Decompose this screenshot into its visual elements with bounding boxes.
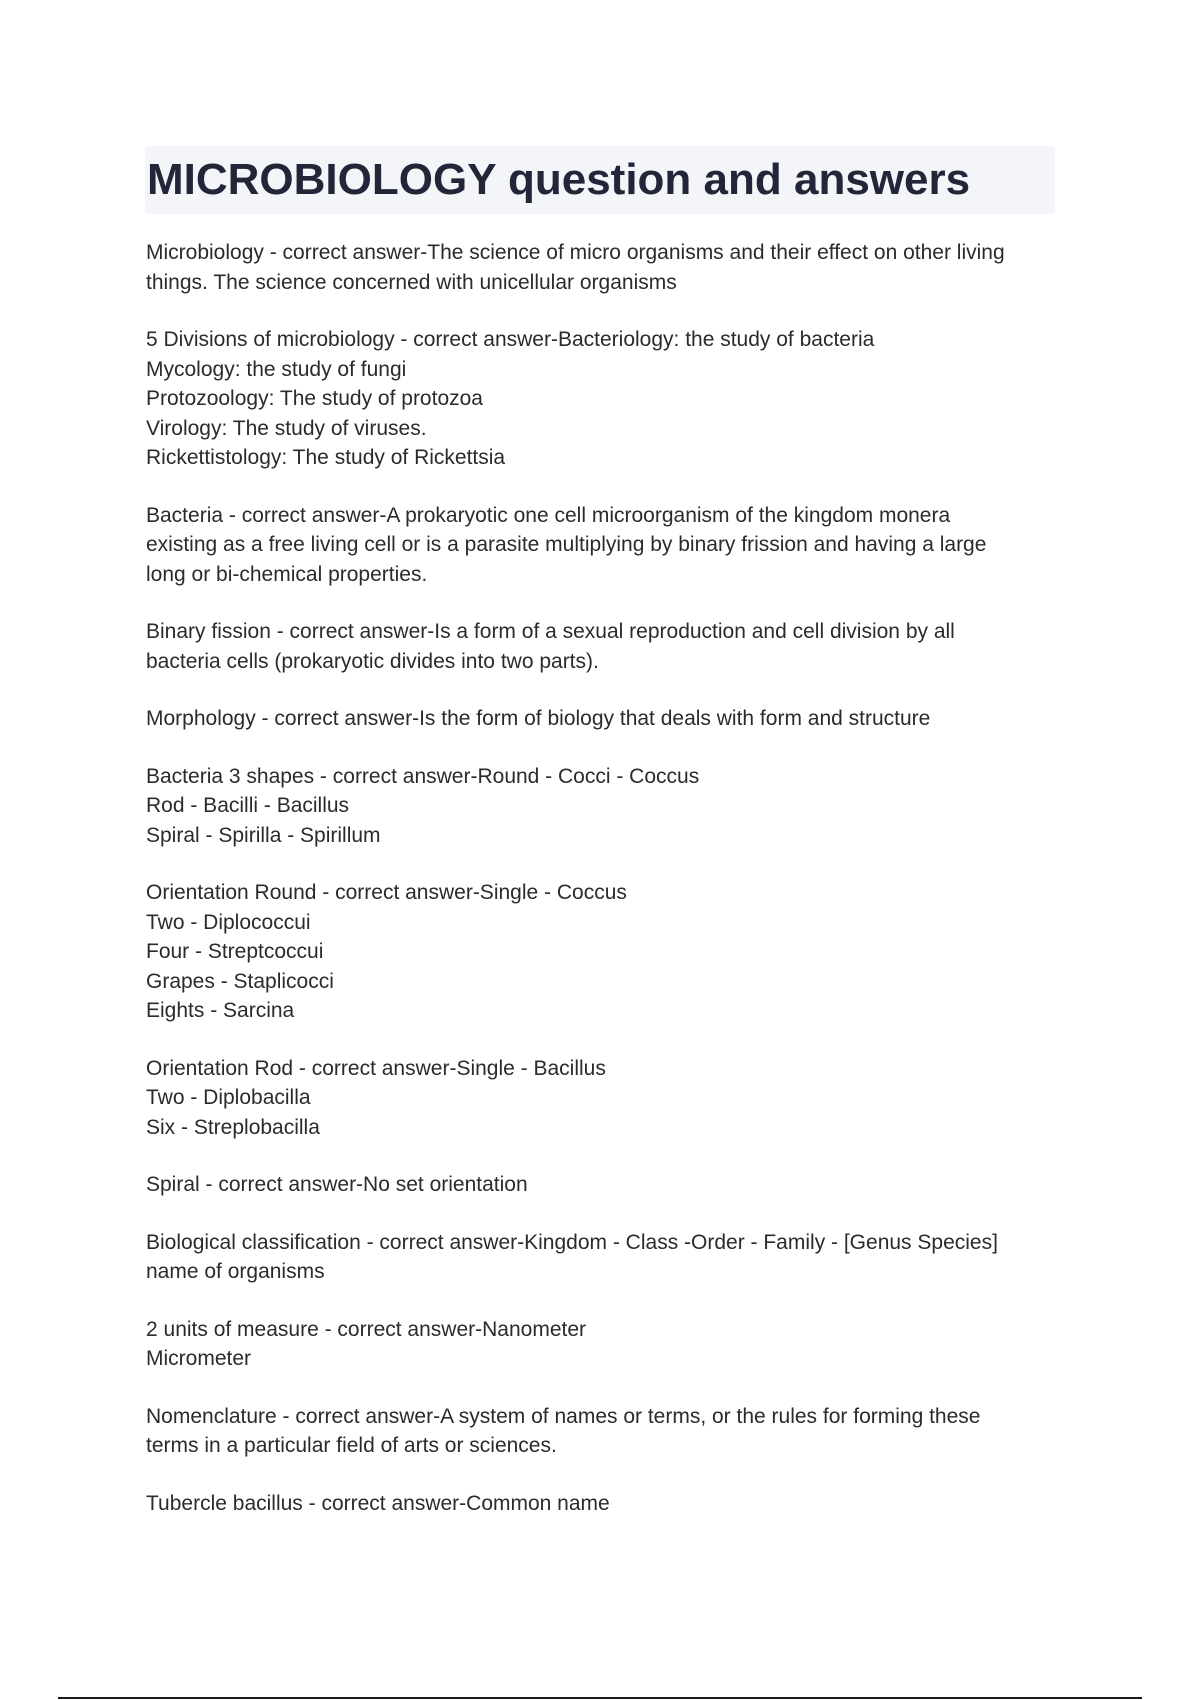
qa-entry-line: Orientation Round - correct answer-Single - Coccus	[146, 881, 627, 904]
qa-entry-line: Bacteria - correct answer-A prokaryotic one cell microorganism of the kingdom monera	[146, 503, 951, 527]
qa-entry-line: long or bi-chemical properties.	[146, 562, 428, 586]
qa-entry-line: Nomenclature - correct answer-A system of names or terms, or the rules for forming these	[146, 1404, 981, 1428]
page-title: MICROBIOLOGY question and answers	[147, 155, 971, 204]
qa-entry-line: terms in a particular field of arts or sciences.	[146, 1434, 557, 1457]
qa-entry-line: Mycology: the study of fungi	[146, 357, 407, 381]
qa-entry	[146, 1170, 1066, 1200]
qa-entry-line: Protozoology: The study of protozoa	[146, 387, 483, 410]
qa-entry-line: things. The science concerned with unicellular organisms	[146, 270, 677, 294]
qa-entry	[146, 704, 1066, 734]
title-banner	[145, 146, 1055, 214]
qa-entry-line: existing as a free living cell or is a parasite multiplying by binary frission and having a large	[146, 533, 987, 556]
qa-entry-line: 2 units of measure - correct answer-Nanometer	[146, 1317, 587, 1341]
qa-entry-line: Two - Diplobacilla	[146, 1086, 311, 1109]
qa-entry-line: Eights - Sarcina	[146, 999, 295, 1022]
qa-entry-line: Four - Streptcoccui	[146, 940, 324, 963]
qa-entry	[146, 1402, 1066, 1461]
qa-entry-line: Rickettistology: The study of Rickettsia	[146, 446, 506, 469]
qa-entry-line: Tubercle bacillus - correct answer-Common name	[146, 1491, 610, 1515]
qa-entry	[146, 617, 1066, 676]
qa-entry-line: Microbiology - correct answer-The science of micro organisms and their effect on other living	[146, 241, 1005, 264]
qa-entry	[146, 325, 1066, 473]
qa-entry-line: Micrometer	[146, 1347, 252, 1370]
qa-entry-line: Bacteria 3 shapes - correct answer-Round - Cocci - Coccus	[146, 764, 700, 788]
qa-entry-line: Orientation Rod - correct answer-Single - Bacillus	[146, 1056, 606, 1080]
qa-entry-line: Six - Streplobacilla	[146, 1115, 320, 1139]
qa-entry	[146, 1315, 1066, 1374]
footer-divider	[58, 1697, 1142, 1699]
qa-entry	[146, 762, 1066, 851]
qa-content	[146, 238, 1066, 1546]
qa-entry-line: 5 Divisions of microbiology - correct answer-Bacteriology: the study of bacteria	[146, 328, 875, 351]
qa-entry	[146, 1489, 1066, 1519]
qa-entry-line: Rod - Bacilli - Bacillus	[146, 794, 350, 817]
qa-entry-line: Virology: The study of viruses.	[146, 416, 427, 440]
qa-entry-line: Spiral - Spirilla - Spirillum	[146, 823, 381, 847]
qa-entry	[146, 1054, 1066, 1143]
qa-entry-line: Morphology - correct answer-Is the form of biology that deals with form and structure	[146, 707, 931, 730]
qa-entry-line: Spiral - correct answer-No set orientation	[146, 1173, 528, 1196]
qa-entry	[146, 501, 1066, 590]
qa-entry-line: Two - Diplococcui	[146, 910, 311, 934]
qa-entry-line: bacteria cells (prokaryotic divides into two parts).	[146, 649, 599, 673]
qa-entry	[146, 238, 1066, 297]
qa-entry-line: Binary fission - correct answer-Is a form of a sexual reproduction and cell division by all	[146, 620, 955, 643]
qa-entry	[146, 1228, 1066, 1287]
qa-entry	[146, 878, 1066, 1026]
qa-entry-line: Biological classification - correct answer-Kingdom - Class -Order - Family - [Genus Species]	[146, 1230, 998, 1254]
qa-entry-line: Grapes - Staplicocci	[146, 969, 334, 993]
qa-entry-line: name of organisms	[146, 1260, 325, 1283]
